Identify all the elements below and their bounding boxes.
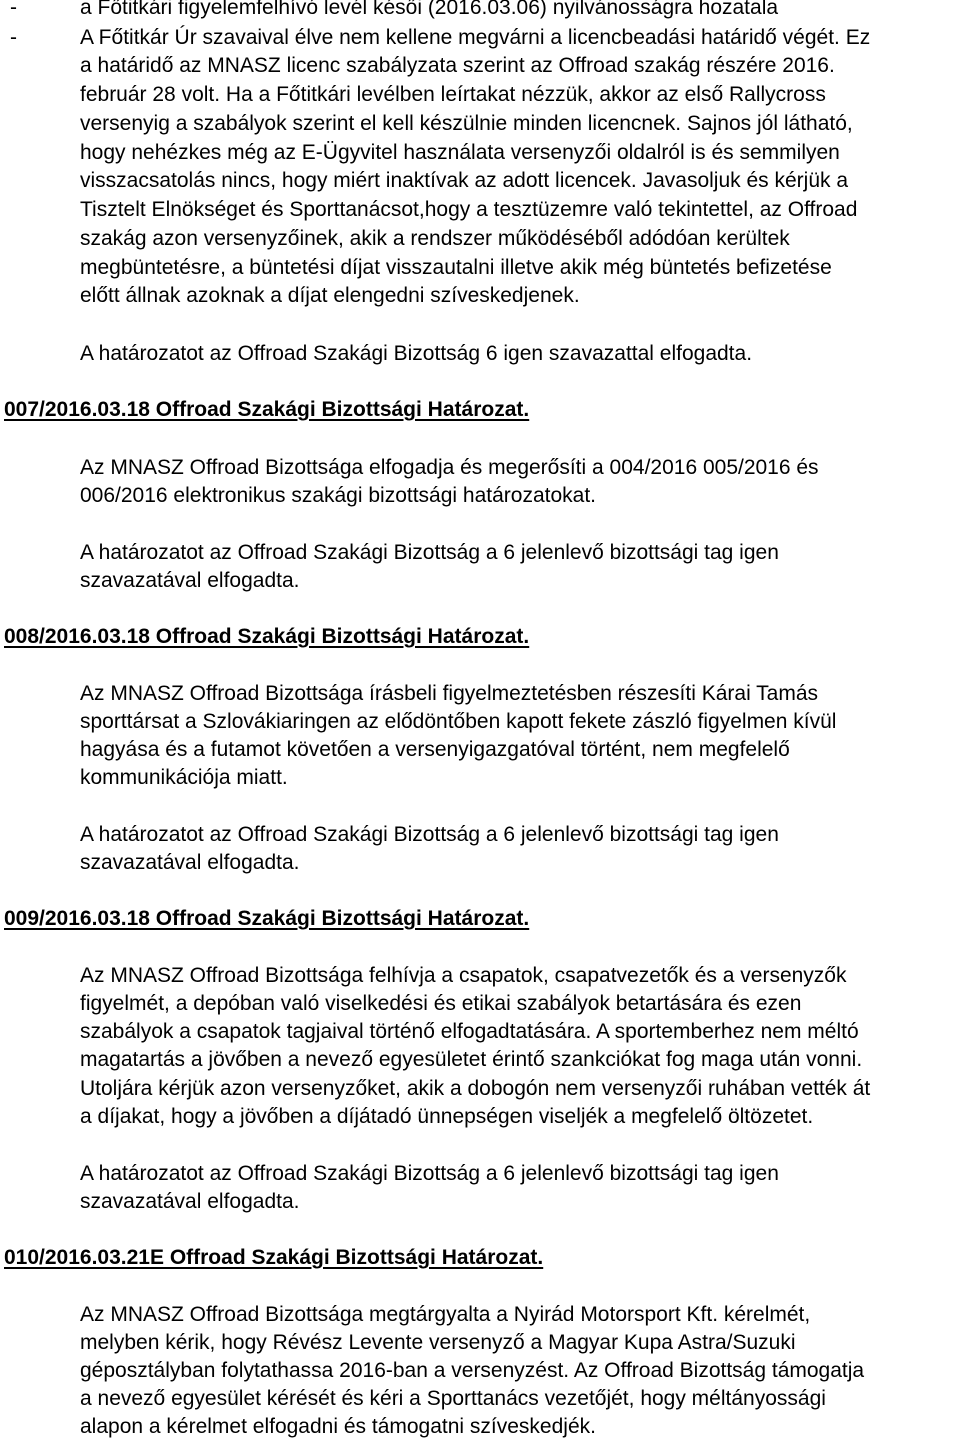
resolution-heading: 007/2016.03.18 Offroad Szakági Bizottsági Határozat. [4,398,530,421]
resolution-body-line: szabályok a csapatok tagjaival történő elfogadtatására. A sportemberhez nem méltó [80,1020,859,1043]
vote-statement: szavazatával elfogadta. [80,1190,300,1213]
vote-statement: A határozatot az Offroad Szakági Bizottság a 6 jelenlevő bizottsági tag igen [80,1162,779,1185]
resolution-body-line: alapon a kérelmet elfogadni és támogatni szíveskedjék. [80,1415,596,1438]
bullet-text-line: visszacsatolás nincs, hogy miért inaktívak az adott licencek. Javasoljuk és kérjük a [80,169,849,192]
bullet-text-line: hogy nehézkes még az E-Ügyvitel használata versenyzői oldalról is és semmilyen [80,141,840,164]
resolution-body-line: figyelmét, a depóban való viselkedési és etikai szabályok betartására és ezen [80,992,802,1015]
resolution-heading: 010/2016.03.21E Offroad Szakági Bizottsági Határozat. [4,1246,544,1269]
bullet-text-line: szakág azon versenyzőinek, akik a rendszer működéséből adódóan kerültek [80,227,790,250]
resolution-body-line: Utoljára kérjük azon versenyzőket, akik a dobogón nem versenyzői ruhában vették át [80,1077,871,1100]
bullet-text-line: A Főtitkár Úr szavaival élve nem kellene megvárni a licencbeadási határidő végét. Ez [80,26,871,49]
resolution-heading: 008/2016.03.18 Offroad Szakági Bizottsági Határozat. [4,625,530,648]
resolution-heading: 009/2016.03.18 Offroad Szakági Bizottsági Határozat. [4,907,530,930]
resolution-body-line: Az MNASZ Offroad Bizottsága megtárgyalta a Nyirád Motorsport Kft. kérelmét, [80,1303,811,1326]
resolution-body-line: sporttársat a Szlovákiaringen az elődöntőben kapott fekete zászló figyelmen kívül [80,710,837,733]
bullet-text-line: megbüntetésre, a büntetési díjat visszautalni illetve akik még büntetés befizetése [80,256,832,279]
vote-statement: A határozatot az Offroad Szakági Bizottság 6 igen szavazattal elfogadta. [80,342,753,365]
resolution-body-line: kommunikációja miatt. [80,766,288,789]
vote-statement: A határozatot az Offroad Szakági Bizottság a 6 jelenlevő bizottsági tag igen [80,541,779,564]
bullet-text-line: előtt állnak azoknak a díjat elengedni szíveskedjenek. [80,284,580,307]
resolution-body-line: melyben kérik, hogy Révész Levente versenyző a Magyar Kupa Astra/Suzuki [80,1331,796,1354]
resolution-body-line: Az MNASZ Offroad Bizottsága írásbeli figyelmeztetésben részesíti Kárai Tamás [80,682,819,705]
resolution-body-line: a díjakat, hogy a jövőben a díjátadó ünnepségen viseljék a megfelelő öltözetet. [80,1105,814,1128]
bullet-marker: - [10,0,17,19]
vote-statement: A határozatot az Offroad Szakági Bizottság a 6 jelenlevő bizottsági tag igen [80,823,779,846]
bullet-text-line: a Főtitkári figyelemfelhívó levél késői (2016.03.06) nyilvánosságra hozatala [80,0,779,19]
bullet-text-line: a határidő az MNASZ licenc szabályzata szerint az Offroad szakág részére 2016. [80,54,835,77]
resolution-body-line: a nevező egyesület kérését és kéri a Sporttanács vezetőjét, hogy méltányossági [80,1387,826,1410]
resolution-body-line: hagyása és a futamot követően a versenyigazgatóval történt, nem megfelelő [80,738,790,761]
vote-statement: szavazatával elfogadta. [80,851,300,874]
bullet-text-line: február 28 volt. Ha a Főtitkári levélben leírtakat nézzük, akkor az első Rallycross [80,83,826,106]
resolution-body-line: 006/2016 elektronikus szakági bizottsági határozatokat. [80,484,596,507]
resolution-body-line: géposztályban folytathassa 2016-ban a versenyzést. Az Offroad Bizottság támogatja [80,1359,865,1382]
bullet-marker: - [10,26,17,49]
resolution-body-line: Az MNASZ Offroad Bizottsága elfogadja és megerősíti a 004/2016 005/2016 és [80,456,819,479]
vote-statement: szavazatával elfogadta. [80,569,300,592]
resolution-body-line: Az MNASZ Offroad Bizottsága felhívja a csapatok, csapatvezetők és a versenyzők [80,964,847,987]
resolution-body-line: magatartás a jövőben a nevező egyesületet érintő szankciókat fog maga után vonni. [80,1048,863,1071]
bullet-text-line: Tisztelt Elnökséget és Sporttanácsot,hogy a tesztüzemre való tekintettel, az Offroad [80,198,858,221]
bullet-text-line: versenyig a szabályok szerint el kell készülnie minden licencnek. Sajnos jól látható, [80,112,853,135]
